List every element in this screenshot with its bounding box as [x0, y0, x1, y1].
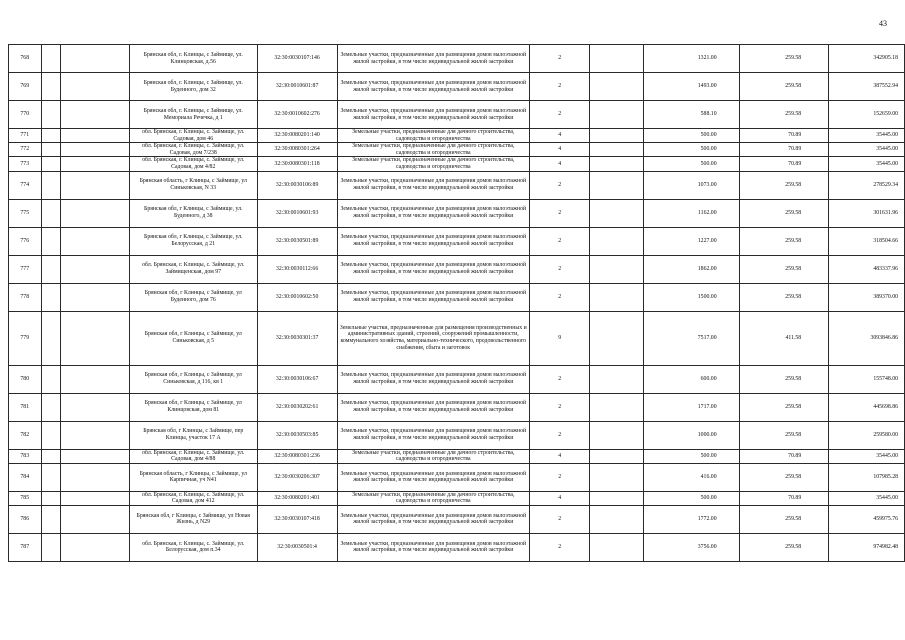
cadastral-number-cell: 32:30:0030501:89: [257, 227, 337, 255]
empty-cell: [590, 283, 643, 311]
table-row: [9, 199, 905, 227]
area-cell: 1321.00: [643, 45, 739, 73]
area-cell: 3756.00: [643, 533, 739, 561]
empty-cell: [61, 283, 130, 311]
rate-cell: 70.89: [739, 491, 829, 505]
land-use-cell: Земельные участки, предназначенные для размещения домов малоэтажной жилой застройки, в том числе индивидуальной жилой застройки: [337, 421, 529, 449]
group-cell: 2: [529, 463, 590, 491]
empty-cell: [61, 227, 130, 255]
rate-cell: 70.89: [739, 157, 829, 171]
land-use-cell: Земельные участки, предназначенные для размещения домов малоэтажной жилой застройки, в том числе индивидуальной жилой застройки: [337, 533, 529, 561]
area-cell: 1227.00: [643, 227, 739, 255]
table-row: [9, 311, 905, 365]
empty-cell: [41, 365, 61, 393]
empty-cell: [590, 311, 643, 365]
empty-cell: [41, 101, 61, 129]
row-number-cell: 782: [9, 421, 42, 449]
empty-cell: [590, 101, 643, 129]
cadastral-number-cell: 32:30:0030112:66: [257, 255, 337, 283]
area-cell: 500.00: [643, 157, 739, 171]
land-use-cell: Земельные участки, предназначенные для дачного строительства, садоводства и огородничества: [337, 143, 529, 157]
value-cell: 445698.86: [829, 393, 905, 421]
value-cell: 155748.00: [829, 365, 905, 393]
area-cell: 1500.00: [643, 283, 739, 311]
empty-cell: [590, 227, 643, 255]
table-row: [9, 393, 905, 421]
row-number-cell: 785: [9, 491, 42, 505]
empty-cell: [590, 491, 643, 505]
rate-cell: 259.58: [739, 463, 829, 491]
value-cell: 483337.96: [829, 255, 905, 283]
value-cell: 152659.00: [829, 101, 905, 129]
empty-cell: [61, 157, 130, 171]
empty-cell: [590, 463, 643, 491]
empty-cell: [590, 157, 643, 171]
value-cell: 35445.00: [829, 143, 905, 157]
page-number: 43: [879, 19, 887, 28]
area-cell: 500.00: [643, 491, 739, 505]
empty-cell: [590, 199, 643, 227]
address-cell: Брянская область, г Клинцы, с Займище, ул Синьковская, N 33: [129, 171, 257, 199]
cadastral-number-cell: 32:30:0030107:146: [257, 45, 337, 73]
address-cell: Брянская обл, г. Клинцы, с Займище, ул. Мемориала Речечка, д 1: [129, 101, 257, 129]
land-use-cell: Земельные участки, предназначенные для размещения домов малоэтажной жилой застройки, в том числе индивидуальной жилой застройки: [337, 365, 529, 393]
table-row: [9, 421, 905, 449]
group-cell: 4: [529, 491, 590, 505]
cadastral-number-cell: 32:30:0010601:93: [257, 199, 337, 227]
cadastral-number-cell: 32:30:0030503:85: [257, 421, 337, 449]
table-row: [9, 365, 905, 393]
cadastral-number-cell: 32:30:0080301:118: [257, 157, 337, 171]
value-cell: 35445.00: [829, 157, 905, 171]
group-cell: 2: [529, 533, 590, 561]
land-use-cell: Земельные участки, предназначенные для размещения домов малоэтажной жилой застройки, в том числе индивидуальной жилой застройки: [337, 171, 529, 199]
rate-cell: 70.89: [739, 143, 829, 157]
value-cell: 387552.94: [829, 73, 905, 101]
empty-cell: [590, 129, 643, 143]
cadastral-number-cell: 32:30:0030106:89: [257, 171, 337, 199]
empty-cell: [41, 73, 61, 101]
row-number-cell: 779: [9, 311, 42, 365]
area-cell: 1717.00: [643, 393, 739, 421]
empty-cell: [41, 311, 61, 365]
empty-cell: [61, 101, 130, 129]
land-use-cell: Земельные участки, предназначенные для размещения домов малоэтажной жилой застройки, в том числе индивидуальной жилой застройки: [337, 393, 529, 421]
empty-cell: [590, 171, 643, 199]
table-row: [9, 255, 905, 283]
land-use-cell: Земельные участки, предназначенные для дачного строительства, садоводства и огородничества: [337, 157, 529, 171]
cadastral-number-cell: 32:30:0030107:418: [257, 505, 337, 533]
address-cell: Брянская обл, г Клинцы, с Займище, пер Клинцы, участок 17 А: [129, 421, 257, 449]
land-use-cell: Земельные участки, предназначенные для размещения домов малоэтажной жилой застройки, в том числе индивидуальной жилой застройки: [337, 227, 529, 255]
empty-cell: [61, 45, 130, 73]
empty-cell: [590, 393, 643, 421]
land-use-cell: Земельные участки, предназначенные для размещения домов малоэтажной жилой застройки, в том числе индивидуальной жилой застройки: [337, 199, 529, 227]
table-row: [9, 73, 905, 101]
empty-cell: [590, 533, 643, 561]
table-row: [9, 533, 905, 561]
group-cell: 4: [529, 129, 590, 143]
table-row: [9, 227, 905, 255]
empty-cell: [590, 365, 643, 393]
row-number-cell: 774: [9, 171, 42, 199]
empty-cell: [41, 533, 61, 561]
row-number-cell: 778: [9, 283, 42, 311]
cadastral-number-cell: 32:30:0010602:50: [257, 283, 337, 311]
land-use-cell: Земельные участки, предназначенные для размещения домов малоэтажной жилой застройки, в том числе индивидуальной жилой застройки: [337, 505, 529, 533]
row-number-cell: 769: [9, 73, 42, 101]
table-row: [9, 505, 905, 533]
empty-cell: [41, 157, 61, 171]
group-cell: 2: [529, 101, 590, 129]
empty-cell: [41, 421, 61, 449]
empty-cell: [61, 311, 130, 365]
area-cell: 600.00: [643, 365, 739, 393]
empty-cell: [61, 533, 130, 561]
row-number-cell: 787: [9, 533, 42, 561]
cadastral-number-cell: 32:30:0080301:264: [257, 143, 337, 157]
value-cell: 259580.00: [829, 421, 905, 449]
empty-cell: [41, 449, 61, 463]
land-plots-table: [8, 44, 905, 562]
address-cell: обл. Брянская, г. Клинцы, с. Займище, ул. Садовая, дом 4/82: [129, 157, 257, 171]
value-cell: 35445.00: [829, 491, 905, 505]
value-cell: 318504.66: [829, 227, 905, 255]
land-use-cell: Земельные участки, предназначенные для размещения домов малоэтажной жилой застройки, в том числе индивидуальной жилой застройки: [337, 255, 529, 283]
table-row: [9, 171, 905, 199]
area-cell: 500.00: [643, 143, 739, 157]
land-use-cell: Земельные участки, предназначенные для дачного строительства, садоводства и огородничества: [337, 449, 529, 463]
rate-cell: 259.58: [739, 199, 829, 227]
rate-cell: 259.58: [739, 45, 829, 73]
land-use-cell: Земельные участки, предназначенные для размещения домов малоэтажной жилой застройки, в том числе индивидуальной жилой застройки: [337, 283, 529, 311]
area-cell: 588.10: [643, 101, 739, 129]
cadastral-number-cell: 32:30:0010602:276: [257, 101, 337, 129]
group-cell: 2: [529, 283, 590, 311]
land-use-cell: Земельные участки, предназначенные для дачного строительства, садоводства и огородничества: [337, 491, 529, 505]
area-cell: 416.00: [643, 463, 739, 491]
address-cell: Брянская обл, г Клинцы, с Займище, ул Клинцовская, дом 81: [129, 393, 257, 421]
empty-cell: [41, 45, 61, 73]
area-cell: 1073.00: [643, 171, 739, 199]
empty-cell: [41, 171, 61, 199]
value-cell: 459975.76: [829, 505, 905, 533]
row-number-cell: 772: [9, 143, 42, 157]
address-cell: Брянская обл, г Клинцы, с Займище, ул Буденного, дом 76: [129, 283, 257, 311]
rate-cell: 259.58: [739, 255, 829, 283]
area-cell: 500.00: [643, 129, 739, 143]
group-cell: 4: [529, 449, 590, 463]
table-row: [9, 157, 905, 171]
land-use-cell: Земельные участки, предназначенные для размещения домов малоэтажной жилой застройки, в том числе индивидуальной жилой застройки: [337, 101, 529, 129]
rate-cell: 259.58: [739, 101, 829, 129]
empty-cell: [41, 255, 61, 283]
address-cell: обл. Брянская, г. Клинцы, с. Займище, ул. Садовая, дом 46: [129, 129, 257, 143]
row-number-cell: 777: [9, 255, 42, 283]
group-cell: 2: [529, 421, 590, 449]
empty-cell: [590, 73, 643, 101]
group-cell: 2: [529, 365, 590, 393]
land-use-cell: Земельные участки, предназначенные для размещения домов малоэтажной жилой застройки, в том числе индивидуальной жилой застройки: [337, 73, 529, 101]
value-cell: 35445.00: [829, 449, 905, 463]
empty-cell: [61, 129, 130, 143]
group-cell: 4: [529, 143, 590, 157]
value-cell: 107985.28: [829, 463, 905, 491]
land-use-cell: Земельные участки, предназначенные для размещения домов малоэтажной жилой застройки, в том числе индивидуальной жилой застройки: [337, 45, 529, 73]
address-cell: Брянская обл, г Клинцы, с Займище, ул Синьковская, д 5: [129, 311, 257, 365]
table-row: [9, 463, 905, 491]
row-number-cell: 776: [9, 227, 42, 255]
value-cell: 389370.00: [829, 283, 905, 311]
empty-cell: [590, 255, 643, 283]
cadastral-number-cell: 32:30:0030106:67: [257, 365, 337, 393]
rate-cell: 259.58: [739, 227, 829, 255]
empty-cell: [61, 73, 130, 101]
empty-cell: [61, 365, 130, 393]
table-row: [9, 45, 905, 73]
rate-cell: 259.58: [739, 283, 829, 311]
empty-cell: [41, 143, 61, 157]
address-cell: Брянская обл, г. Клинцы, с Займище, ул. Буденного, дом 32: [129, 73, 257, 101]
group-cell: 2: [529, 393, 590, 421]
row-number-cell: 773: [9, 157, 42, 171]
address-cell: обл. Брянская, г. Клинцы, с. Займище, ул. Садовая, дом 4/88: [129, 449, 257, 463]
empty-cell: [590, 45, 643, 73]
empty-cell: [61, 505, 130, 533]
land-use-cell: Земельные участки, предназначенные для размещения производственных и административных зданий, строений, сооружений промышленности, коммунального хозяйства, материально-технического, продовольственного снабжения, сбыта и заготовок: [337, 311, 529, 365]
address-cell: обл. Брянская, г. Клинцы, с. Займище, ул. Садовая, дом 7/238: [129, 143, 257, 157]
group-cell: 4: [529, 157, 590, 171]
land-use-cell: Земельные участки, предназначенные для размещения домов малоэтажной жилой застройки, в том числе индивидуальной жилой застройки: [337, 463, 529, 491]
row-number-cell: 775: [9, 199, 42, 227]
cadastral-number-cell: 32:30:0080201:140: [257, 129, 337, 143]
empty-cell: [590, 449, 643, 463]
area-cell: 1162.00: [643, 199, 739, 227]
area-cell: 500.00: [643, 449, 739, 463]
empty-cell: [61, 255, 130, 283]
table-row: [9, 129, 905, 143]
rate-cell: 259.58: [739, 73, 829, 101]
value-cell: 3093846.86: [829, 311, 905, 365]
empty-cell: [590, 421, 643, 449]
table-row: [9, 491, 905, 505]
rate-cell: 259.58: [739, 505, 829, 533]
empty-cell: [41, 199, 61, 227]
empty-cell: [590, 143, 643, 157]
row-number-cell: 784: [9, 463, 42, 491]
address-cell: обл. Брянская, г. Клинцы, с. Займище, ул. Садовая, дом 412: [129, 491, 257, 505]
empty-cell: [590, 505, 643, 533]
rate-cell: 70.89: [739, 129, 829, 143]
cadastral-number-cell: 32:30:0080301:236: [257, 449, 337, 463]
empty-cell: [41, 227, 61, 255]
group-cell: 2: [529, 199, 590, 227]
rate-cell: 411.58: [739, 311, 829, 365]
table-row: [9, 143, 905, 157]
row-number-cell: 770: [9, 101, 42, 129]
row-number-cell: 780: [9, 365, 42, 393]
empty-cell: [61, 199, 130, 227]
address-cell: обл. Брянская, г. Клинцы, с. Займище, ул. Белорусская, дом п.34: [129, 533, 257, 561]
empty-cell: [61, 449, 130, 463]
address-cell: Брянская обл, г Клинцы, с Займище, ул. Белорусская, д 21: [129, 227, 257, 255]
empty-cell: [41, 393, 61, 421]
empty-cell: [41, 283, 61, 311]
value-cell: 35445.00: [829, 129, 905, 143]
area-cell: 1000.00: [643, 421, 739, 449]
empty-cell: [61, 143, 130, 157]
group-cell: 2: [529, 227, 590, 255]
cadastral-number-cell: 32:30:0030301:37: [257, 311, 337, 365]
cadastral-number-cell: 32:30:0010601:87: [257, 73, 337, 101]
empty-cell: [61, 463, 130, 491]
rate-cell: 259.58: [739, 533, 829, 561]
row-number-cell: 781: [9, 393, 42, 421]
area-cell: 1862.00: [643, 255, 739, 283]
rate-cell: 259.58: [739, 171, 829, 199]
row-number-cell: 771: [9, 129, 42, 143]
group-cell: 2: [529, 171, 590, 199]
cadastral-number-cell: 32:30:0030206:307: [257, 463, 337, 491]
table-row: [9, 449, 905, 463]
empty-cell: [41, 129, 61, 143]
group-cell: 2: [529, 45, 590, 73]
area-cell: 1772.00: [643, 505, 739, 533]
empty-cell: [41, 463, 61, 491]
empty-cell: [41, 491, 61, 505]
address-cell: Брянская область, г Клинцы, с Займище, ул Карпичная, уч N41: [129, 463, 257, 491]
cadastral-number-cell: 32:30:0030202:61: [257, 393, 337, 421]
address-cell: Брянская обл, г Клинцы, с Займище, ул Новая Жизнь, д N29: [129, 505, 257, 533]
value-cell: 342905.18: [829, 45, 905, 73]
rate-cell: 259.58: [739, 365, 829, 393]
rate-cell: 70.89: [739, 449, 829, 463]
rate-cell: 259.58: [739, 421, 829, 449]
cadastral-number-cell: 32:30:0030501:4: [257, 533, 337, 561]
address-cell: Брянская обл, г Клинцы, с Займище, ул Синьковская, д 116, кв 1: [129, 365, 257, 393]
group-cell: 2: [529, 505, 590, 533]
address-cell: обл. Брянская, г. Клинцы, с. Займище, ул. Займищенская, дом 97: [129, 255, 257, 283]
cadastral-number-cell: 32:30:0080201:401: [257, 491, 337, 505]
value-cell: 301631.96: [829, 199, 905, 227]
address-cell: Брянская обл, г. Клинцы, с Займище, ул. Клинцовская, д.56: [129, 45, 257, 73]
empty-cell: [61, 491, 130, 505]
group-cell: 9: [529, 311, 590, 365]
row-number-cell: 786: [9, 505, 42, 533]
address-cell: Брянская обл, г Клинцы, с Займище, ул. Буденного, д 38: [129, 199, 257, 227]
empty-cell: [61, 421, 130, 449]
area-cell: 7517.00: [643, 311, 739, 365]
group-cell: 2: [529, 73, 590, 101]
empty-cell: [61, 393, 130, 421]
area-cell: 1493.00: [643, 73, 739, 101]
rate-cell: 259.58: [739, 393, 829, 421]
value-cell: 974982.48: [829, 533, 905, 561]
empty-cell: [61, 171, 130, 199]
land-use-cell: Земельные участки, предназначенные для дачного строительства, садоводства и огородничества: [337, 129, 529, 143]
table-row: [9, 101, 905, 129]
empty-cell: [41, 505, 61, 533]
value-cell: 278529.34: [829, 171, 905, 199]
row-number-cell: 768: [9, 45, 42, 73]
group-cell: 2: [529, 255, 590, 283]
table-body: [9, 45, 905, 562]
table-row: [9, 283, 905, 311]
row-number-cell: 783: [9, 449, 42, 463]
